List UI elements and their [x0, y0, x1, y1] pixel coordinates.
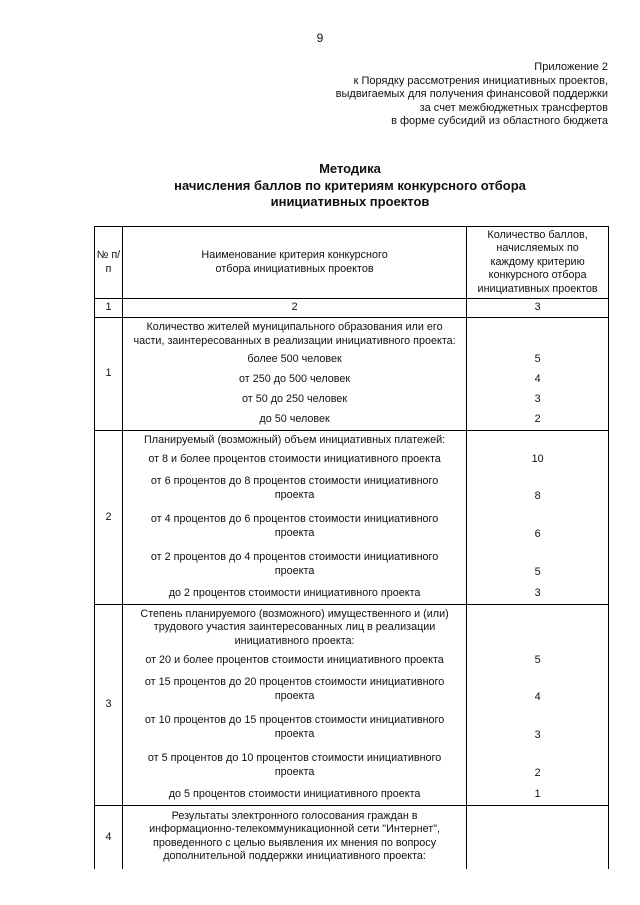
criterion-option-row: [95, 450, 609, 470]
title-line: инициативных проектов: [270, 194, 430, 209]
criterion-option-label: до 2 процентов стоимости инициативного проекта: [122, 584, 466, 605]
criterion-option-label: от 5 процентов до 10 процентов стоимости инициативного проекта: [122, 747, 466, 785]
criterion-option-row: [95, 370, 609, 390]
criterion-option-row: [95, 651, 609, 671]
criterion-option-label: от 15 процентов до 20 процентов стоимости инициативного проекта: [122, 671, 466, 709]
criterion-option-row: [95, 410, 609, 431]
criterion-option-label: от 10 процентов до 15 процентов стоимости инициативного проекта: [122, 709, 466, 747]
table-body: [95, 299, 609, 870]
criterion-option-label: до 5 процентов стоимости инициативного проекта: [122, 785, 466, 806]
criterion-option-points: 4: [467, 370, 609, 390]
criterion-option-points: 5: [467, 546, 609, 584]
header-points-text: Количество баллов, начисляемых по каждому критерию конкурсного отбора инициативных проектов: [477, 228, 598, 295]
criterion-option-points: 2: [467, 410, 609, 431]
header-points: [467, 227, 609, 299]
header-criterion: [122, 227, 466, 299]
criterion-option-row: [95, 709, 609, 747]
appendix-line: за счет межбюджетных трансфертов: [419, 101, 608, 114]
criterion-option-points: 3: [467, 584, 609, 605]
criterion-option-row: [95, 350, 609, 370]
title-line: Методика: [319, 161, 381, 176]
appendix-header: [336, 61, 608, 129]
criterion-option-row: [95, 671, 609, 709]
table-header-row: [95, 227, 609, 299]
document-title: [0, 161, 640, 211]
criterion-option-points: 5: [467, 651, 609, 671]
criterion-row: [95, 604, 609, 650]
criterion-title: Результаты электронного голосования граждан в информационно-телекоммуникационной сети "Интернет", проведенного с целью выявления их мнения по вопросу дополнительной поддержки инициативного проекта:: [122, 805, 466, 869]
header-num: № п/п: [95, 227, 123, 299]
criterion-number: 2: [95, 431, 123, 605]
column-number: 1: [95, 299, 123, 318]
criterion-option-points: 4: [467, 671, 609, 709]
criterion-option-points: 6: [467, 508, 609, 546]
criteria-table: [94, 226, 609, 869]
criterion-option-label: от 20 и более процентов стоимости инициативного проекта: [122, 651, 466, 671]
criterion-option-row: [95, 584, 609, 605]
criterion-number: 3: [95, 604, 123, 805]
column-number-row: [95, 299, 609, 318]
criterion-option-label: от 250 до 500 человек: [122, 370, 466, 390]
appendix-line: выдвигаемых для получения финансовой поддержки: [335, 88, 608, 101]
criterion-option-points: 2: [467, 747, 609, 785]
column-number: 3: [467, 299, 609, 318]
criterion-option-points: 8: [467, 470, 609, 508]
criterion-option-row: [95, 508, 609, 546]
criterion-option-label: от 2 процентов до 4 процентов стоимости инициативного проекта: [122, 546, 466, 584]
header-criterion-text: Наименование критерия конкурсного отбора инициативных проектов: [201, 248, 388, 275]
criterion-option-label: от 8 и более процентов стоимости инициативного проекта: [122, 450, 466, 470]
page-number: 9: [316, 31, 324, 45]
criterion-option-points: 10: [467, 450, 609, 470]
appendix-line: к Порядку рассмотрения инициативных проектов,: [353, 74, 608, 87]
criterion-option-points: 3: [467, 709, 609, 747]
criterion-points-empty: [467, 431, 609, 450]
criterion-option-points: 5: [467, 350, 609, 370]
criterion-option-label: от 6 процентов до 8 процентов стоимости инициативного проекта: [122, 470, 466, 508]
column-number: 2: [122, 299, 466, 318]
criterion-option-label: более 500 человек: [122, 350, 466, 370]
criterion-option-row: [95, 546, 609, 584]
criterion-points-empty: [467, 318, 609, 351]
criterion-number: 1: [95, 318, 123, 431]
criterion-row: [95, 431, 609, 450]
criterion-option-points: 3: [467, 390, 609, 410]
criterion-number: 4: [95, 805, 123, 869]
criterion-option-points: 1: [467, 785, 609, 806]
title-line: начисления баллов по критериям конкурсного отбора: [174, 177, 526, 193]
criterion-row: [95, 318, 609, 351]
criterion-option-row: [95, 390, 609, 410]
criterion-row: [95, 805, 609, 869]
criterion-option-row: [95, 747, 609, 785]
criterion-option-label: до 50 человек: [122, 410, 466, 431]
criterion-title: Степень планируемого (возможного) имущественного и (или) трудового участия заинтересованных лиц в реализации инициативного проекта:: [122, 604, 466, 650]
criterion-title: Планируемый (возможный) объем инициативных платежей:: [122, 431, 466, 450]
criterion-title: Количество жителей муниципального образования или его части, заинтересованных в реализации инициативного проекта:: [122, 318, 466, 351]
appendix-line: Приложение 2: [534, 61, 608, 73]
criterion-points-empty: [467, 604, 609, 650]
criterion-points-empty: [467, 805, 609, 869]
criterion-option-label: от 4 процентов до 6 процентов стоимости инициативного проекта: [122, 508, 466, 546]
criterion-option-row: [95, 785, 609, 806]
criterion-option-row: [95, 470, 609, 508]
criterion-option-label: от 50 до 250 человек: [122, 390, 466, 410]
appendix-line: в форме субсидий из областного бюджета: [391, 115, 608, 128]
